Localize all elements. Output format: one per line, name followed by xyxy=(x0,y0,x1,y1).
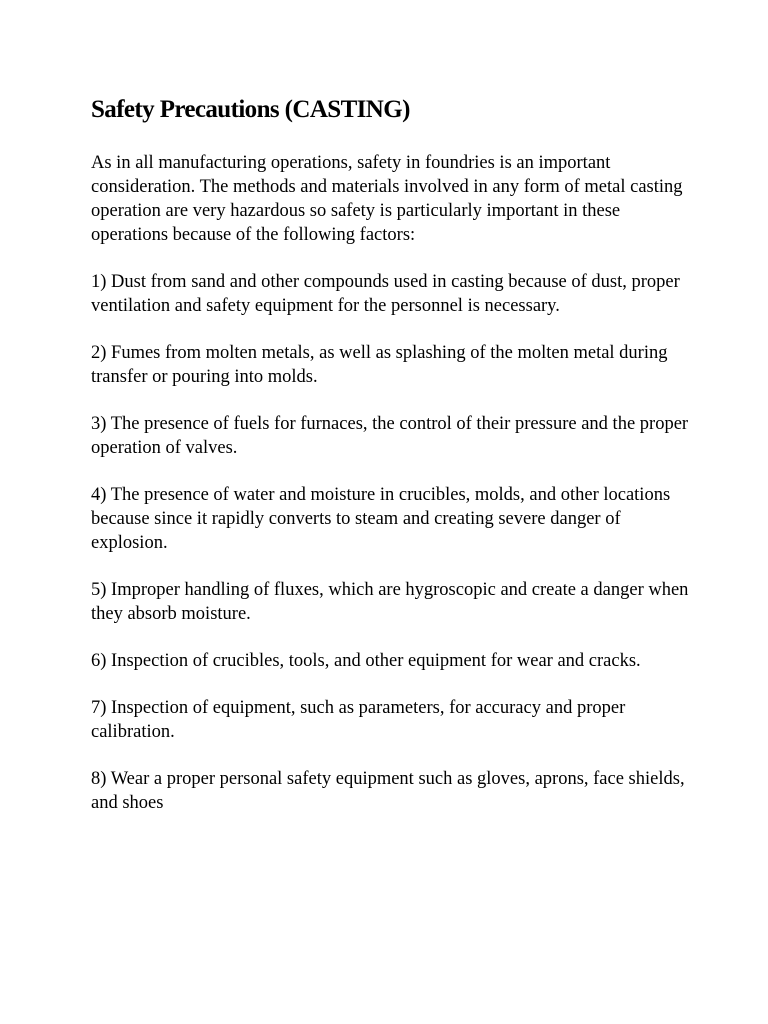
list-item: 5) Improper handling of fluxes, which are hygroscopic and create a danger when they absorb moisture. xyxy=(91,580,689,624)
list-item: 7) Inspection of equipment, such as parameters, for accuracy and proper calibration. xyxy=(91,698,626,742)
list-item: 2) Fumes from molten metals, as well as splashing of the molten metal during transfer or pouring into molds. xyxy=(91,343,668,387)
list-item: 3) The presence of fuels for furnaces, the control of their pressure and the proper operation of valves. xyxy=(91,414,689,458)
list-item: 6) Inspection of crucibles, tools, and other equipment for wear and cracks. xyxy=(91,651,641,671)
list-item: 4) The presence of water and moisture in crucibles, molds, and other locations because since it rapidly converts to steam and creating severe danger of explosion. xyxy=(91,485,671,553)
intro-paragraph: As in all manufacturing operations, safety in foundries is an important consideration. The methods and materials involved in any form of metal casting operation are very hazardous so safety is particularly important in these operations because of the following factors: xyxy=(91,153,683,245)
list-item: 8) Wear a proper personal safety equipment such as gloves, aprons, face shields, and shoes xyxy=(91,769,685,813)
list-item: 1) Dust from sand and other compounds used in casting because of dust, proper ventilation and safety equipment for the personnel is necessary. xyxy=(91,272,680,316)
document-page xyxy=(91,95,691,815)
document-title: Safety Precautions (CASTING) xyxy=(91,96,410,123)
